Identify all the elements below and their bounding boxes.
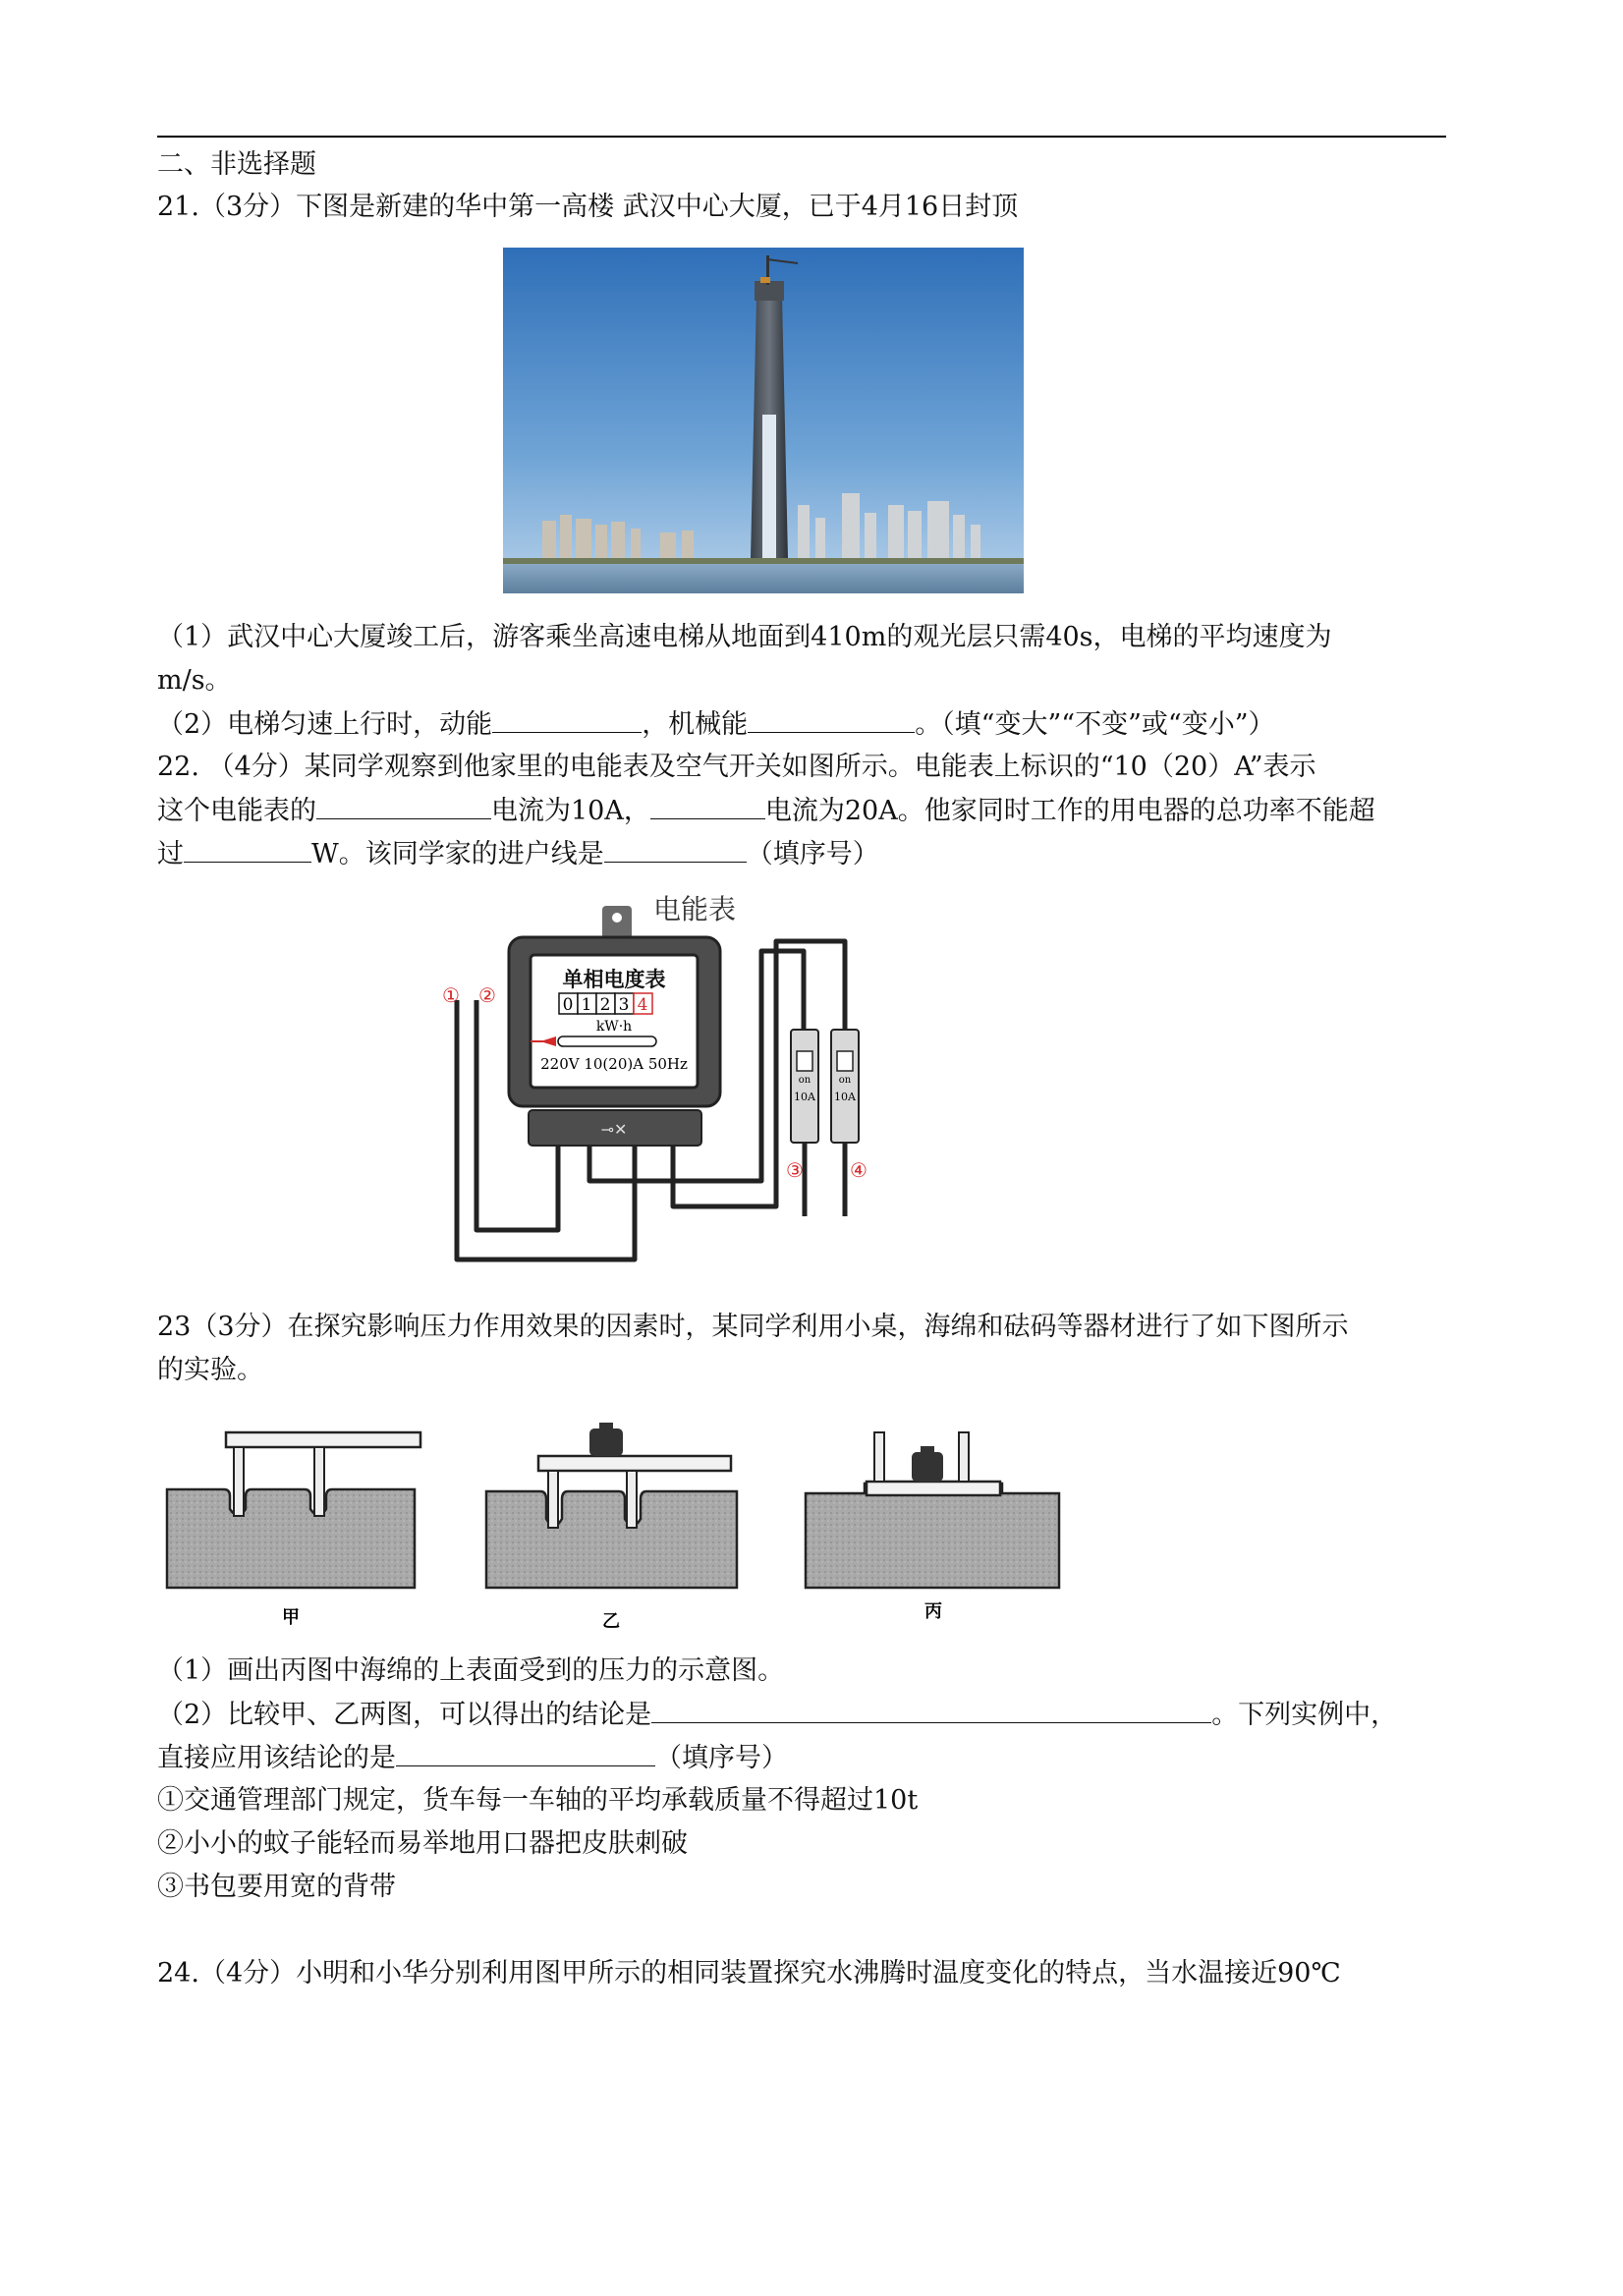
- caption-yi: 乙: [602, 1611, 620, 1632]
- q23-example-3: ③书包要用宽的背带: [157, 1872, 396, 1902]
- label-1: ①: [442, 983, 460, 1007]
- q23-line-2: 的实验。: [157, 1355, 263, 1385]
- q22-line-3: 过 W。该同学家的进户线是 （填序号）: [157, 836, 879, 872]
- q21-stem: 21.（3分）下图是新建的华中第一高楼 武汉中心大厦，已于4月16日封顶: [157, 192, 1019, 222]
- max-power-blank[interactable]: [184, 836, 311, 863]
- meter-figure-title: 电能表: [653, 893, 737, 925]
- q24-line-1: 24.（4分）小明和小华分别利用图甲所示的相同装置探究水沸腾时温度变化的特点，当水温接近90℃: [157, 1958, 1341, 1988]
- q23-part1: （1）画出丙图中海绵的上表面受到的压力的示意图。: [157, 1655, 785, 1686]
- q21-part1: （1）武汉中心大厦竣工后，游客乘坐高速电梯从地面到410m的观光层只需40s，电梯的平均速度为: [157, 622, 1332, 652]
- meter-digit: 3: [618, 995, 630, 1015]
- label-3: ③: [786, 1158, 804, 1182]
- switch-rating-label: 10A: [834, 1091, 856, 1103]
- meter-rotor-window: [558, 1036, 656, 1046]
- caption-bing: 丙: [924, 1601, 942, 1622]
- q23-line-1: 23（3分）在探究影响压力作用效果的因素时，某同学利用小桌，海绵和砝码等器材进行了如下图所示: [157, 1312, 1349, 1342]
- header-rule: [157, 136, 1446, 138]
- weight-icon: [912, 1452, 943, 1482]
- air-switch-left: [791, 1030, 818, 1143]
- meter-digit: 0: [562, 995, 574, 1015]
- label-4: ④: [850, 1158, 867, 1182]
- q21-part1-unit: m/s。: [157, 665, 232, 696]
- setup-yi: [486, 1423, 737, 1588]
- q23-part2: （2）比较甲、乙两图，可以得出的结论是 。下列实例中，: [157, 1697, 1397, 1733]
- electric-meter-figure: [442, 884, 914, 1287]
- meter-unit: kW·h: [595, 1019, 633, 1035]
- q22-line-2: 这个电能表的 电流为10A， 电流为20A。他家同时工作的用电器的总功率不能超: [157, 793, 1375, 829]
- rated-current-blank[interactable]: [316, 793, 491, 819]
- example-number-blank[interactable]: [396, 1740, 655, 1766]
- meter-name: 单相电度表: [562, 968, 666, 991]
- q23-example-1: ①交通管理部门规定，货车每一车轴的平均承载质量不得超过10t: [157, 1785, 919, 1816]
- conclusion-blank[interactable]: [651, 1697, 1211, 1723]
- meter-digit-decimal: 4: [637, 995, 648, 1015]
- switch-on-label: on: [798, 1075, 812, 1086]
- kinetic-energy-blank[interactable]: [492, 706, 642, 733]
- q22-line-1: 22. （4分）某同学观察到他家里的电能表及空气开关如图所示。电能表上标识的“10（20）A”表示: [157, 752, 1316, 782]
- air-switch-right: [831, 1030, 859, 1143]
- weight-icon: [589, 1428, 623, 1456]
- wuhan-center-tower-photo: [503, 248, 1024, 593]
- meter-digit: 1: [581, 995, 592, 1015]
- section-title: 二、非选择题: [157, 149, 316, 180]
- q23-example-2: ②小小的蚊子能轻而易举地用口器把皮肤刺破: [157, 1828, 688, 1859]
- pressure-experiment-figure: [157, 1423, 1073, 1651]
- service-line-blank[interactable]: [604, 836, 747, 863]
- max-current-blank[interactable]: [650, 793, 765, 819]
- q21-part2: （2）电梯匀速上行时，动能 ，机械能 。（填“变大”“不变”或“变小”）: [157, 706, 1275, 743]
- meter-digit: 2: [599, 995, 611, 1015]
- setup-jia: [167, 1432, 420, 1588]
- mechanical-energy-blank[interactable]: [748, 706, 915, 733]
- meter-rating: 220V 10(20)A 50Hz: [540, 1055, 688, 1073]
- switch-on-label: on: [838, 1075, 852, 1086]
- seal-icon: ⊸✕: [600, 1120, 628, 1139]
- label-2: ②: [478, 983, 496, 1007]
- setup-bing: [806, 1432, 1059, 1588]
- caption-jia: 甲: [282, 1607, 300, 1628]
- q23-part3: 直接应用该结论的是 （填序号）: [157, 1740, 788, 1776]
- switch-rating-label: 10A: [794, 1091, 815, 1103]
